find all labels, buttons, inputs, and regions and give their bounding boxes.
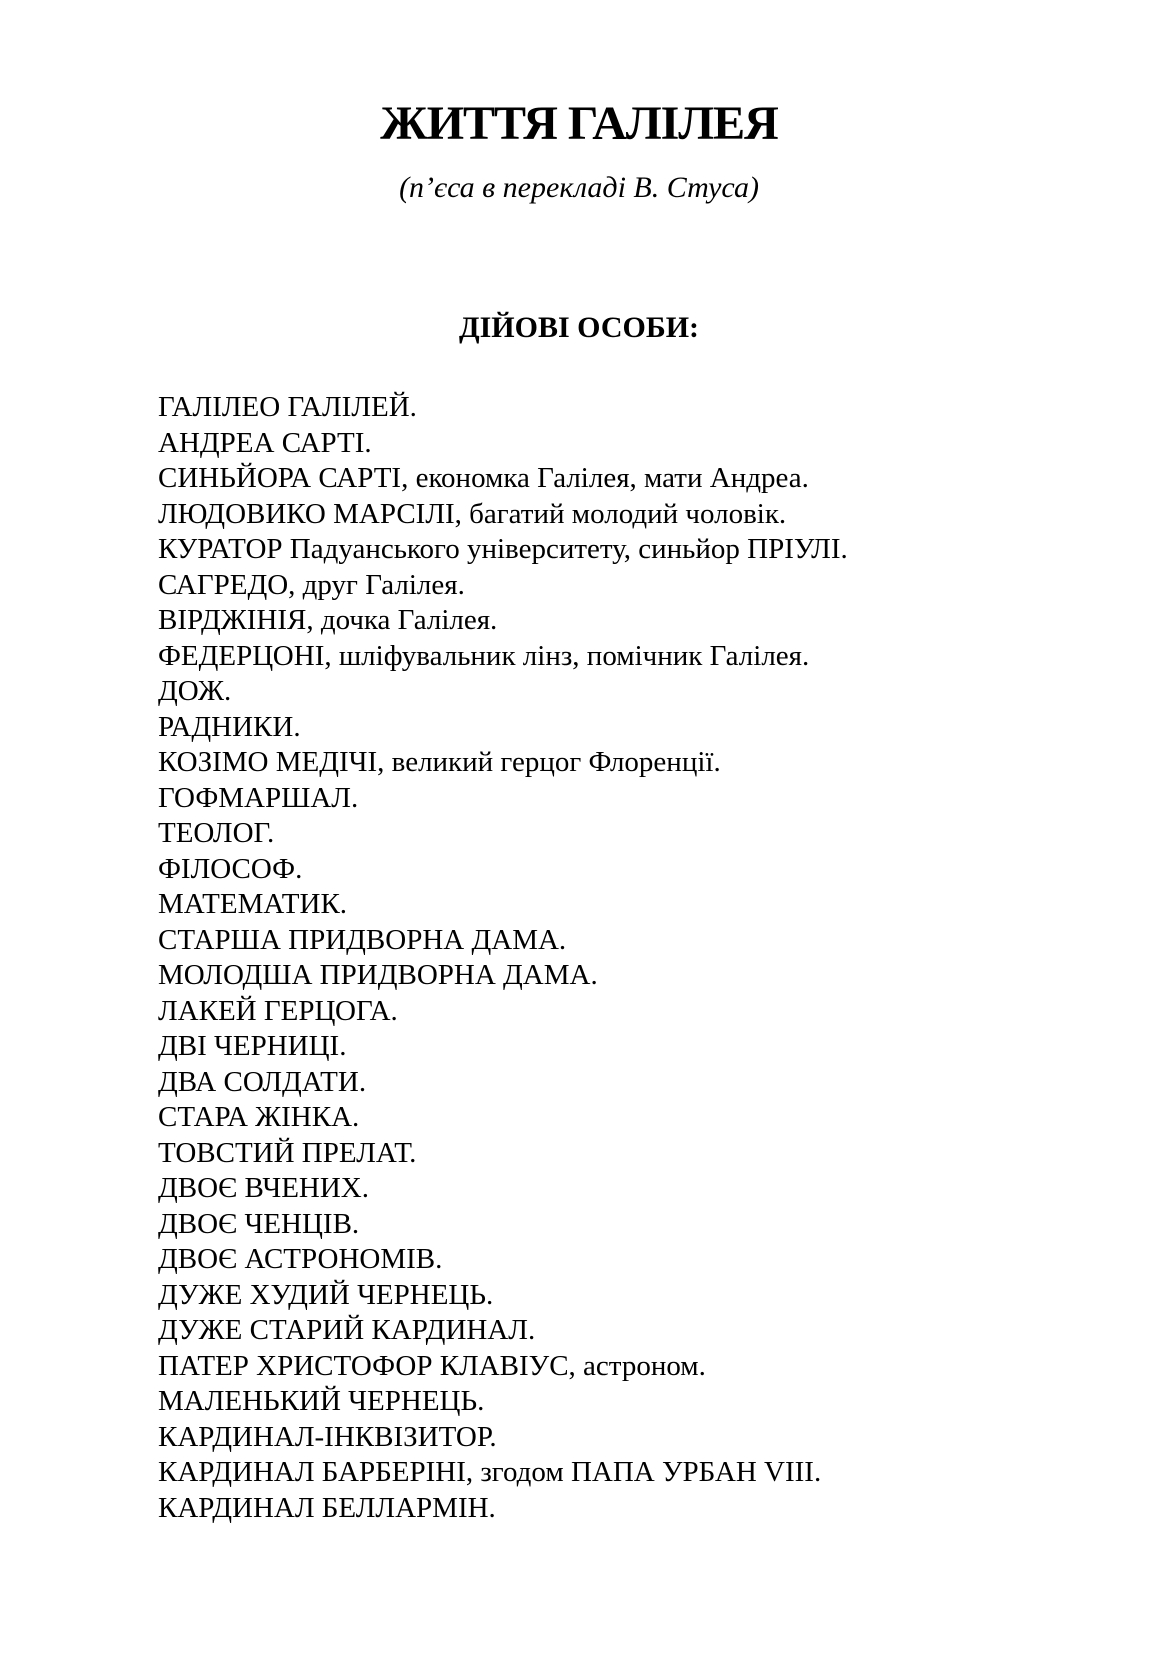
character-entry: РАДНИКИ. [158, 710, 301, 743]
character-entry: СТАРША ПРИДВОРНА ДАМА. [158, 923, 567, 956]
character-entry: ДУЖЕ ХУДИЙ ЧЕРНЕЦЬ. [158, 1278, 494, 1311]
character-entry: МАЛЕНЬКИЙ ЧЕРНЕЦЬ. [158, 1385, 485, 1417]
play-subtitle: (п’єса в перекладі В. Стуса) [399, 171, 759, 204]
character-entry: ФЕДЕРЦОНІ, шліфувальник лінз, помічник Галілея. [158, 639, 810, 672]
character-entry: ЛАКЕЙ ГЕРЦОГА. [158, 994, 398, 1027]
character-entry: МОЛОДША ПРИДВОРНА ДАМА. [158, 959, 598, 991]
character-entry: СИНЬЙОРА САРТІ, економка Галілея, мати Андреа. [158, 462, 809, 494]
character-entry: ДВОЄ АСТРОНОМІВ. [158, 1243, 443, 1275]
character-entry: ФІЛОСОФ. [158, 852, 303, 885]
character-entry: ДВОЄ ЧЕНЦІВ. [158, 1207, 360, 1240]
character-entry: ЛЮДОВИКО МАРСІЛІ, багатий молодий чоловік. [158, 497, 787, 530]
character-entry: КАРДИНАЛ-ІНКВІЗИТОР. [158, 1420, 497, 1453]
character-entry: ДУЖЕ СТАРИЙ КАРДИНАЛ. [158, 1314, 536, 1346]
character-entry: ДОЖ. [158, 675, 232, 707]
character-entry: ТЕОЛОГ. [158, 817, 275, 849]
cast-heading: ДІЙОВІ ОСОБИ: [458, 311, 700, 344]
character-entry: ГОФМАРШАЛ. [158, 781, 359, 814]
character-entry: КАРДИНАЛ БАРБЕРІНІ, згодом ПАПА УРБАН VIII. [158, 1456, 822, 1488]
character-entry: КОЗІМО МЕДІЧІ, великий герцог Флоренції. [158, 746, 721, 778]
character-entry: ДВІ ЧЕРНИЦІ. [158, 1030, 347, 1062]
character-entry: ДВА СОЛДАТИ. [158, 1065, 367, 1098]
play-title: ЖИТТЯ ГАЛІЛЕЯ [380, 97, 778, 150]
character-entry: АНДРЕА САРТІ. [158, 426, 372, 459]
character-list [158, 390, 1078, 1526]
character-entry: КУРАТОР Падуанського університету, синьйор ПРІУЛІ. [158, 533, 848, 565]
character-entry: САГРЕДО, друг Галілея. [158, 568, 465, 601]
character-entry: ВІРДЖІНІЯ, дочка Галілея. [158, 604, 498, 636]
character-entry: СТАРА ЖІНКА. [158, 1101, 360, 1133]
character-entry: КАРДИНАЛ БЕЛЛАРМІН. [158, 1491, 496, 1524]
character-entry: МАТЕМАТИК. [158, 888, 348, 920]
character-entry: ДВОЄ ВЧЕНИХ. [158, 1172, 370, 1204]
character-entry: ТОВСТИЙ ПРЕЛАТ. [158, 1136, 417, 1169]
character-entry: ГАЛІЛЕО ГАЛІЛЕЙ. [158, 391, 417, 423]
character-entry: ПАТЕР ХРИСТОФОР КЛАВІУС, астроном. [158, 1349, 706, 1382]
